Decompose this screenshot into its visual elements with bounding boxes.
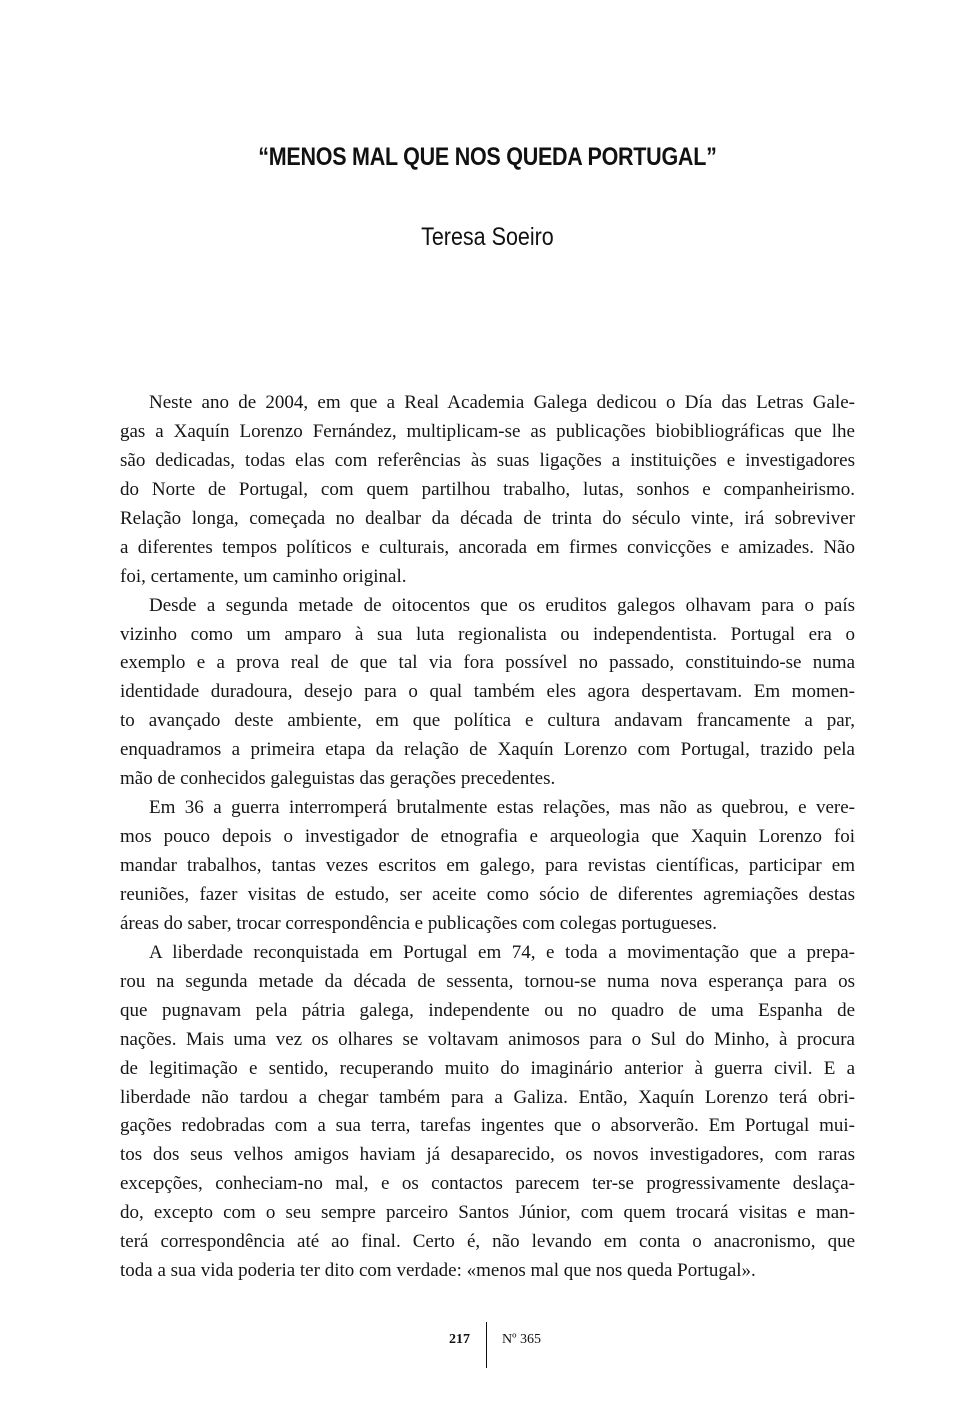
paragraph: [120, 592, 855, 795]
paragraph: [120, 389, 855, 592]
text-line: identidade duradoura, desejo para o qual também eles agora despertavam. Em momen-: [120, 681, 855, 703]
article-body: [120, 389, 855, 1286]
text-line: são dedicadas, todas elas com referências às suas ligações a instituições e investigadores: [120, 449, 855, 471]
text-line: gas a Xaquín Lorenzo Fernández, multiplicam-se as publicações biobibliográficas que lhe: [120, 420, 855, 442]
text-line: tos dos seus velhos amigos haviam já desaparecido, os novos investigadores, com raras: [120, 1144, 855, 1166]
text-line: mão de conhecidos galeguistas das gerações precedentes.: [120, 768, 556, 790]
text-line: Em 36 a guerra interromperá brutalmente estas relações, mas não as quebrou, e vere-: [149, 797, 855, 819]
page-footer: [0, 1322, 975, 1370]
text-line: excepções, conheciam-no mal, e os contactos parecem ter-se progressivamente deslaça-: [120, 1173, 855, 1195]
text-line: gações redobradas com a sua terra, tarefas ingentes que o absorverão. Em Portugal mui-: [120, 1115, 855, 1137]
text-line: Desde a segunda metade de oitocentos que os eruditos galegos olhavam para o país: [149, 594, 855, 616]
text-line: de legitimação e sentido, recuperando muito do imaginário anterior à guerra civil. E a: [120, 1057, 855, 1079]
text-line: áreas do saber, trocar correspondência e publicações com colegas portugueses.: [120, 912, 717, 934]
text-line: vizinho como um amparo à sua luta regionalista ou independentista. Portugal era o: [120, 623, 855, 645]
text-line: a diferentes tempos políticos e culturais, ancorada em firmes convicções e amizades. Não: [120, 536, 855, 558]
page-number: 217: [449, 1332, 470, 1347]
text-line: mandar trabalhos, tantas vezes escritos em galego, para revistas científicas, participar em: [120, 855, 855, 876]
issue-number: Nº 365: [502, 1332, 541, 1347]
text-line: terá correspondência até ao final. Certo é, não levando em conta o anacronismo, que: [120, 1231, 855, 1253]
text-line: Relação longa, começada no dealbar da década de trinta do século vinte, irá sobreviver: [120, 507, 855, 529]
text-line: mos pouco depois o investigador de etnografia e arqueologia que Xaquin Lorenzo foi: [120, 826, 855, 848]
text-line: liberdade não tardou a chegar também para a Galiza. Então, Xaquín Lorenzo terá obri-: [120, 1086, 855, 1108]
text-line: enquadramos a primeira etapa da relação de Xaquín Lorenzo com Portugal, trazido pela: [120, 739, 855, 761]
text-line: exemplo e a prova real de que tal via fora possível no passado, constituindo-se numa: [120, 652, 855, 674]
paragraph: [120, 939, 855, 1286]
text-line: A liberdade reconquistada em Portugal em 74, e toda a movimentação que a prepa-: [149, 941, 855, 963]
text-line: to avançado deste ambiente, em que política e cultura andavam francamente a par,: [120, 710, 855, 732]
text-line: toda a sua vida poderia ter dito com verdade: «menos mal que nos queda Portugal».: [120, 1260, 756, 1282]
text-line: que pugnavam pela pátria galega, independente ou no quadro de uma Espanha de: [120, 999, 855, 1021]
paragraph: [120, 794, 855, 939]
text-line: nações. Mais uma vez os olhares se voltavam animosos para o Sul do Minho, à procura: [120, 1028, 855, 1050]
text-line: foi, certamente, um caminho original.: [120, 565, 407, 587]
text-line: do, excepto com o seu sempre parceiro Santos Júnior, com quem trocará visitas e man-: [120, 1202, 855, 1224]
text-line: do Norte de Portugal, com quem partilhou trabalho, lutas, sonhos e companheirismo.: [120, 478, 855, 500]
text-line: Neste ano de 2004, em que a Real Academia Galega dedicou o Día das Letras Gale-: [149, 392, 855, 413]
article-title: “MENOS MAL QUE NOS QUEDA PORTUGAL”: [258, 143, 717, 171]
text-line: rou na segunda metade da década de sessenta, tornou-se numa nova esperança para os: [120, 970, 855, 992]
article-author: Teresa Soeiro: [421, 223, 554, 251]
text-line: reuniões, fazer visitas de estudo, ser aceite como sócio de diferentes agremiações destas: [120, 883, 855, 905]
footer-divider: [486, 1322, 487, 1368]
